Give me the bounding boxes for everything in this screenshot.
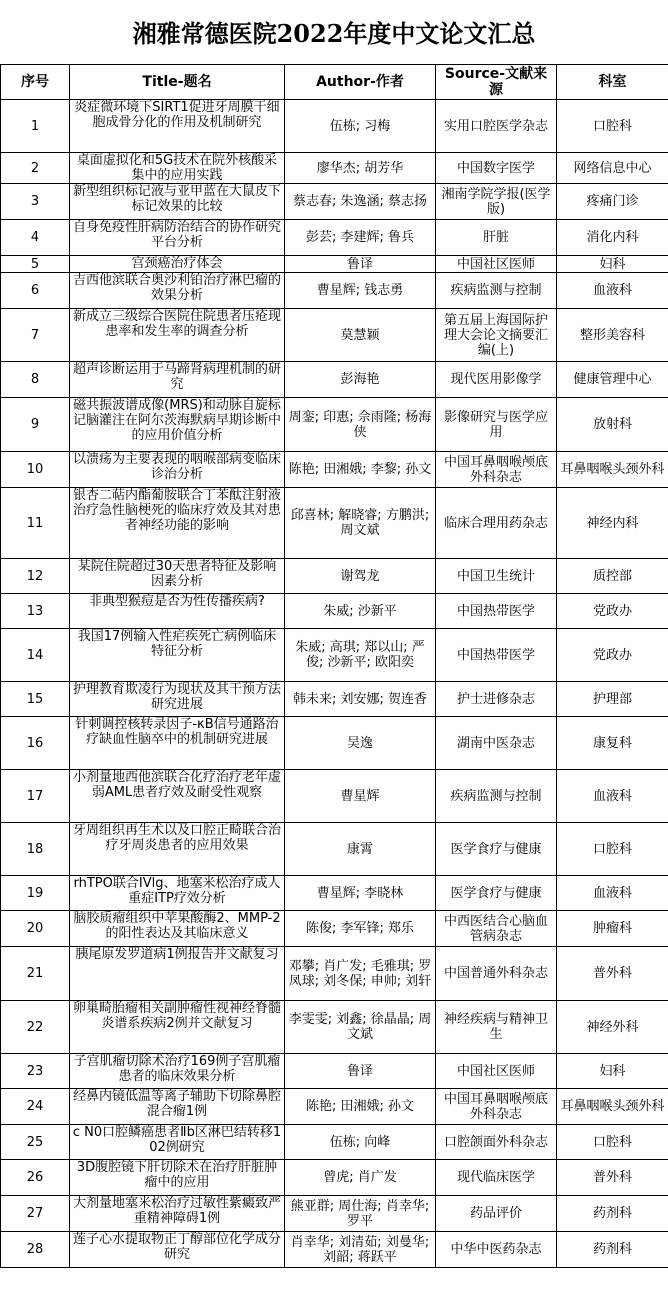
table-row (1, 1232, 668, 1268)
row-author: 陈艳; 田湘娥; 孙文 (285, 1089, 436, 1125)
row-number: 9 (1, 398, 70, 452)
table-row (1, 184, 668, 220)
row-author: 熊亚群; 周仕海; 肖幸华; 罗平 (285, 1196, 436, 1232)
row-department: 疼痛门诊 (557, 184, 668, 220)
row-title: 脑胶质瘤组织中苹果酸酶2、MMP-2的阳性表达及其临床意义 (70, 911, 285, 947)
row-author: 彭海艳 (285, 362, 436, 398)
row-source: 疾病监测与控制 (436, 273, 557, 309)
row-source: 中国社区医师 (436, 1054, 557, 1089)
table-row (1, 876, 668, 911)
row-author: 曹星辉; 钱志勇 (285, 273, 436, 309)
row-source: 中国热带医学 (436, 629, 557, 682)
table-row (1, 309, 668, 362)
row-title: 新型组织标记液与亚甲蓝在大鼠皮下标记效果的比较 (70, 184, 285, 220)
row-number: 20 (1, 911, 70, 947)
row-department: 神经外科 (557, 1001, 668, 1054)
table-row (1, 256, 668, 273)
row-author: 廖华杰; 胡芳华 (285, 153, 436, 184)
row-title: rhTPO联合IVlg、地塞米松治疗成人重症ITP疗效分析 (70, 876, 285, 911)
row-title: 以溃疡为主要表现的咽喉部病变临床诊治分析 (70, 452, 285, 488)
row-author: 邱喜林; 解晓睿; 方鹏洪; 周文斌 (285, 488, 436, 559)
row-number: 11 (1, 488, 70, 559)
row-department: 肿瘤科 (557, 911, 668, 947)
row-author: 吴逸 (285, 717, 436, 770)
row-number: 24 (1, 1089, 70, 1125)
row-number: 25 (1, 1125, 70, 1160)
row-author: 朱威; 高琪; 郑以山; 严俊; 沙新平; 欧阳奕 (285, 629, 436, 682)
table-row (1, 559, 668, 594)
row-number: 14 (1, 629, 70, 682)
row-title: 针刺调控核转录因子-κB信号通路治疗缺血性脑卒中的机制研究进展 (70, 717, 285, 770)
row-source: 神经疾病与精神卫生 (436, 1001, 557, 1054)
row-number: 21 (1, 947, 70, 1001)
row-title: 大剂量地塞米松治疗过敏性紫癜致严重精神障碍1例 (70, 1196, 285, 1232)
row-title: 某院住院超过30天患者特征及影响因素分析 (70, 559, 285, 594)
row-department: 放射科 (557, 398, 668, 452)
row-source: 中西医结合心脑血管病杂志 (436, 911, 557, 947)
row-author: 鲁译 (285, 1054, 436, 1089)
row-title: c N0口腔鳞癌患者Ⅱb区淋巴结转移102例研究 (70, 1125, 285, 1160)
row-title: 吉西他滨联合奥沙利铂治疗淋巴瘤的效果分析 (70, 273, 285, 309)
row-author: 周銮; 印惠; 佘雨隆; 杨海侠 (285, 398, 436, 452)
row-title: 护理教育欺凌行为现状及其干预方法研究进展 (70, 682, 285, 717)
table-row (1, 452, 668, 488)
row-author: 伍栋; 向峰 (285, 1125, 436, 1160)
row-title: 胰尾原发罗道病1例报告并文献复习 (70, 947, 285, 1001)
row-department: 妇科 (557, 256, 668, 273)
row-title: 莲子心水提取物正丁醇部位化学成分研究 (70, 1232, 285, 1268)
row-department: 神经内科 (557, 488, 668, 559)
row-source: 中华中医药杂志 (436, 1232, 557, 1268)
row-department: 党政办 (557, 594, 668, 629)
row-author: 谢驾龙 (285, 559, 436, 594)
row-number: 6 (1, 273, 70, 309)
table-row (1, 770, 668, 823)
row-author: 肖幸华; 刘清茹; 刘曼华; 刘韶; 蒋跃平 (285, 1232, 436, 1268)
row-department: 质控部 (557, 559, 668, 594)
row-author: 陈俊; 李军锋; 郑乐 (285, 911, 436, 947)
table-row (1, 220, 668, 256)
table-row (1, 629, 668, 682)
row-author: 康霄 (285, 823, 436, 876)
row-number: 22 (1, 1001, 70, 1054)
row-department: 血液科 (557, 876, 668, 911)
row-author: 曹星辉; 李晓林 (285, 876, 436, 911)
row-author: 莫慧颖 (285, 309, 436, 362)
row-source: 中国热带医学 (436, 594, 557, 629)
table-row (1, 153, 668, 184)
row-title: 超声诊断运用于马蹄肾病理机制的研究 (70, 362, 285, 398)
row-author: 韩未来; 刘安娜; 贺连香 (285, 682, 436, 717)
row-author: 曹星辉 (285, 770, 436, 823)
row-source: 中国普通外科杂志 (436, 947, 557, 1001)
header-author: Author-作者 (285, 65, 436, 100)
table-row (1, 362, 668, 398)
row-department: 消化内科 (557, 220, 668, 256)
row-title: 牙周组织再生术以及口腔正畸联合治疗牙周炎患者的应用效果 (70, 823, 285, 876)
row-number: 23 (1, 1054, 70, 1089)
page-title: 湘雅常德医院2022年度中文论文汇总 (132, 19, 536, 48)
row-department: 耳鼻咽喉头颈外科 (557, 452, 668, 488)
row-source: 第五届上海国际护理大会论文摘要汇编(上) (436, 309, 557, 362)
row-number: 7 (1, 309, 70, 362)
header-number: 序号 (1, 65, 70, 100)
table-row (1, 488, 668, 559)
row-number: 10 (1, 452, 70, 488)
row-department: 血液科 (557, 273, 668, 309)
row-department: 口腔科 (557, 823, 668, 876)
row-number: 19 (1, 876, 70, 911)
row-source: 中国社区医师 (436, 256, 557, 273)
table-row (1, 1125, 668, 1160)
header-row (1, 65, 668, 100)
row-department: 耳鼻咽喉头颈外科 (557, 1089, 668, 1125)
row-title: 3D腹腔镜下肝切除术在治疗肝脏肿瘤中的应用 (70, 1160, 285, 1196)
row-source: 护士进修杂志 (436, 682, 557, 717)
table-row (1, 594, 668, 629)
table-row (1, 1089, 668, 1125)
row-title: 宫颈癌治疗体会 (70, 256, 285, 273)
table-body (1, 100, 668, 1268)
row-author: 彭芸; 李建辉; 鲁兵 (285, 220, 436, 256)
row-source: 中国耳鼻咽喉颅底外科杂志 (436, 452, 557, 488)
row-title: 自身免疫性肝病防治结合的协作研究平台分析 (70, 220, 285, 256)
row-department: 康复科 (557, 717, 668, 770)
row-number: 3 (1, 184, 70, 220)
table-row (1, 100, 668, 153)
header-title: Title-题名 (70, 65, 285, 100)
row-department: 妇科 (557, 1054, 668, 1089)
row-source: 医学食疗与健康 (436, 823, 557, 876)
table-row (1, 911, 668, 947)
row-department: 护理部 (557, 682, 668, 717)
row-author: 伍栋; 习梅 (285, 100, 436, 153)
row-number: 15 (1, 682, 70, 717)
row-title: 磁共振波谱成像(MRS)和动脉自旋标记脑灌注在阿尔茨海默病早期诊断中的应用价值分析 (70, 398, 285, 452)
table-row (1, 1160, 668, 1196)
row-department: 网络信息中心 (557, 153, 668, 184)
row-source: 药品评价 (436, 1196, 557, 1232)
row-source: 湘南学院学报(医学版) (436, 184, 557, 220)
row-source: 现代临床医学 (436, 1160, 557, 1196)
row-department: 普外科 (557, 947, 668, 1001)
table-row (1, 823, 668, 876)
header-source: Source-文献来源 (436, 65, 557, 100)
row-author: 曾虎; 肖广发 (285, 1160, 436, 1196)
table-row (1, 1001, 668, 1054)
row-department: 口腔科 (557, 100, 668, 153)
row-department: 血液科 (557, 770, 668, 823)
row-author: 鲁译 (285, 256, 436, 273)
row-author: 邓攀; 肖广发; 毛雅琪; 罗凤球; 刘冬保; 申帅; 刘轩 (285, 947, 436, 1001)
row-number: 26 (1, 1160, 70, 1196)
row-author: 朱威; 沙新平 (285, 594, 436, 629)
table-row (1, 273, 668, 309)
row-source: 临床合理用药杂志 (436, 488, 557, 559)
row-number: 8 (1, 362, 70, 398)
table-row (1, 1196, 668, 1232)
row-source: 医学食疗与健康 (436, 876, 557, 911)
row-department: 口腔科 (557, 1125, 668, 1160)
row-department: 普外科 (557, 1160, 668, 1196)
row-title: 卵巢畸胎瘤相关副肿瘤性视神经脊髓炎谱系疾病2例并文献复习 (70, 1001, 285, 1054)
row-number: 17 (1, 770, 70, 823)
row-title: 桌面虚拟化和5G技术在院外核酸采集中的应用实践 (70, 153, 285, 184)
row-title: 我国17例输入性疟疾死亡病例临床特征分析 (70, 629, 285, 682)
header-department: 科室 (557, 65, 668, 100)
table-row (1, 682, 668, 717)
row-number: 4 (1, 220, 70, 256)
row-number: 1 (1, 100, 70, 153)
table-row (1, 717, 668, 770)
row-number: 2 (1, 153, 70, 184)
row-number: 28 (1, 1232, 70, 1268)
row-author: 蔡志春; 朱逸涵; 蔡志扬 (285, 184, 436, 220)
row-source: 疾病监测与控制 (436, 770, 557, 823)
row-title: 新成立三级综合医院住院患者压疮现患率和发生率的调查分析 (70, 309, 285, 362)
table-row (1, 1054, 668, 1089)
row-title: 银杏二萜内酯葡胺联合丁苯酞注射液治疗急性脑梗死的临床疗效及其对患者神经功能的影响 (70, 488, 285, 559)
row-source: 肝脏 (436, 220, 557, 256)
row-department: 药剂科 (557, 1232, 668, 1268)
row-author: 陈艳; 田湘娥; 李黎; 孙文 (285, 452, 436, 488)
row-number: 16 (1, 717, 70, 770)
row-source: 口腔颌面外科杂志 (436, 1125, 557, 1160)
row-title: 经鼻内镜低温等离子辅助下切除鼻腔混合瘤1例 (70, 1089, 285, 1125)
row-title: 炎症微环境下SIRT1促进牙周膜干细胞成骨分化的作用及机制研究 (70, 100, 285, 153)
row-department: 健康管理中心 (557, 362, 668, 398)
row-number: 13 (1, 594, 70, 629)
paper-table (0, 64, 668, 1268)
row-source: 湖南中医杂志 (436, 717, 557, 770)
row-author: 李雯雯; 刘鑫; 徐晶晶; 周文斌 (285, 1001, 436, 1054)
row-title: 小剂量地西他滨联合化疗治疗老年虚弱AML患者疗效及耐受性观察 (70, 770, 285, 823)
row-department: 整形美容科 (557, 309, 668, 362)
row-department: 药剂科 (557, 1196, 668, 1232)
row-title: 非典型猴痘是否为性传播疾病? (70, 594, 285, 629)
row-source: 中国耳鼻咽喉颅底外科杂志 (436, 1089, 557, 1125)
row-source: 实用口腔医学杂志 (436, 100, 557, 153)
table-row (1, 947, 668, 1001)
row-source: 中国数字医学 (436, 153, 557, 184)
row-number: 18 (1, 823, 70, 876)
table-row (1, 398, 668, 452)
row-number: 12 (1, 559, 70, 594)
row-number: 27 (1, 1196, 70, 1232)
row-title: 子宫肌瘤切除术治疗169例子宫肌瘤患者的临床效果分析 (70, 1054, 285, 1089)
row-number: 5 (1, 256, 70, 273)
row-source: 中国卫生统计 (436, 559, 557, 594)
row-source: 影像研究与医学应用 (436, 398, 557, 452)
row-source: 现代医用影像学 (436, 362, 557, 398)
row-department: 党政办 (557, 629, 668, 682)
